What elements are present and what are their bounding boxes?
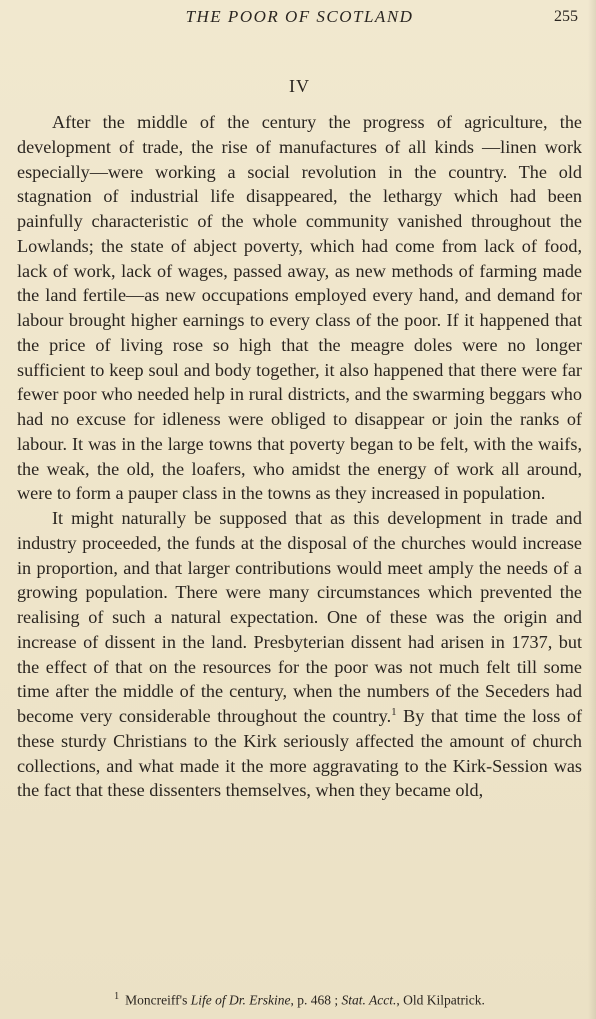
paragraph-2 [17,506,582,803]
footnote-number: 1 [114,991,120,1002]
page-edge-shadow [588,0,596,1019]
footnote-source-title: Stat. Acct. [341,992,397,1008]
running-title: THE POOR OF SCOTLAND [185,7,414,26]
footnote-source-rest: , Old Kilpatrick. [396,992,485,1008]
section-numeral: IV [289,76,310,96]
footnote-reference[interactable]: 1 [391,705,397,718]
running-head [17,0,582,38]
body-text [17,110,582,803]
paragraph-1: After the middle of the century the progress of agriculture, the development of trade, the rise of manufactures of all kinds —linen work especially—were working a social revolution in the country. The old stagnation of industrial life disappeared, the lethargy which had been painfully characteristic of the whole community vanished throughout the Lowlands; the state of abject poverty, which had come from lack of food, lack of work, lack of wages, passed away, as new methods of farming made the land fertile—as new occupations employed every hand, and demand for labour brought higher earnings to every class of the poor. If it happened that the price of living rose so high that the meagre doles were no longer sufficient to keep soul and body together, it also happened that there were far fewer poor who needed help in rural districts, and the swarming beggars who had no excuse for idleness were obliged to disappear or join the ranks of labour. It was in the large towns that poverty began to be felt, with the waifs, the weak, the old, the loafers, who amidst the energy of work all around, were to form a pauper class in the towns as they increased in population. [17,112,582,504]
footnote-author: Moncreiff's [125,992,188,1008]
footnote-page-ref: , p. 468 ; [290,992,342,1008]
footnote [17,988,582,1010]
paragraph-2-tail: By that time the loss of these sturdy Christians to the Kirk seriously affected the amount of church collections, and what made it the more aggravating to the Kirk-Session was the fact that these dissenters themselves, when they became old, [17,706,583,801]
footnote-work-title: Life of Dr. Erskine [190,992,291,1008]
page-number: 255 [554,8,578,25]
paragraph-2-text: It might naturally be supposed that as this development in trade and industry proceeded, the funds at the disposal of the churches would increase in proportion, and that larger contributions would meet amply the needs of a growing population. There were many circumstances which prevented the realising of such a natural expectation. One of these was the origin and increase of dissent in the land. Presbyterian dissent had arisen in 1737, but the effect of that on the resources for the poor was not much felt till some time after the middle of the century, when the numbers of the Seceders had become very considerable throughout the country. [17,508,582,726]
